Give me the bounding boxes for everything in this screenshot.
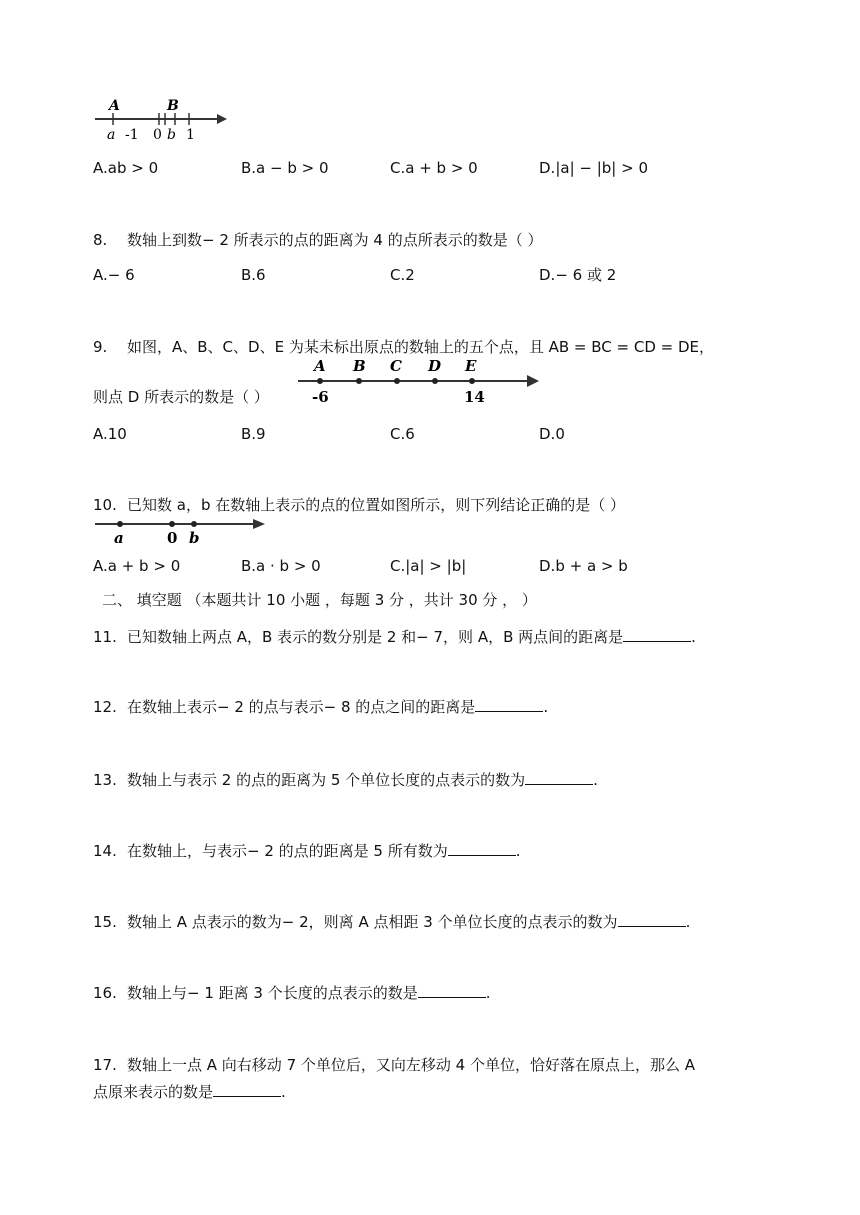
fig7-label-A: A [109, 98, 120, 114]
answer-blank[interactable] [475, 697, 543, 712]
question-14 [93, 841, 521, 861]
question-12 [93, 697, 548, 717]
q8-option-d: D.− 6 或 2 [539, 266, 617, 284]
fig9-value-14: 14 [464, 388, 485, 406]
question-17 [93, 1055, 695, 1075]
fig7-label-a: a [107, 127, 116, 143]
q9-option-d: D.0 [539, 425, 565, 443]
answer-blank[interactable] [623, 627, 691, 642]
q10-option-a: A.a + b > 0 [93, 557, 181, 575]
fig7-label-b: b [167, 127, 176, 143]
q10-option-d: D.b + a > b [539, 557, 628, 575]
q9-option-a: A.10 [93, 425, 127, 443]
question-text: 数轴上与表示 2 的点的距离为 5 个单位长度的点表示的数为 [127, 771, 526, 789]
period: . [593, 771, 598, 789]
question-text-line1: 数轴上一点 A 向右移动 7 个单位后，又向左移动 4 个单位，恰好落在原点上，那么 A [127, 1056, 695, 1074]
question-number: 13. [93, 771, 117, 789]
period: . [515, 842, 521, 860]
question-text: 已知数轴上两点 A，B 表示的数分别是 2 和− 7，则 A，B 两点间的距离是 [127, 628, 624, 646]
period: . [691, 628, 696, 646]
period: . [281, 1083, 286, 1101]
fig10-label-0: 0 [167, 529, 178, 547]
q8-option-a: A.− 6 [93, 266, 135, 284]
question-number: 14. [93, 842, 117, 860]
question-text: 数轴上到数− 2 所表示的点的距离为 4 的点所表示的数是（ ） [127, 231, 543, 249]
question-text: 在数轴上表示− 2 的点与表示− 8 的点之间的距离是 [127, 698, 476, 716]
period: . [685, 913, 691, 931]
question-number: 10. [93, 496, 117, 514]
answer-blank[interactable] [213, 1082, 281, 1097]
fig7-label-1: 1 [186, 127, 195, 143]
fig9-label-D: D [428, 357, 442, 375]
q9-number-line-figure [296, 356, 546, 408]
fig9-value-neg6: -6 [312, 388, 329, 406]
question-text-line1: 如图，A、B、C、D、E 为某未标出原点的数轴上的五个点，且 AB = BC = CD = DE， [127, 338, 715, 356]
q7-number-line-figure [93, 95, 233, 143]
question-15 [93, 912, 690, 932]
question-number: 9. [93, 338, 108, 356]
period: . [485, 984, 491, 1002]
question-11 [93, 627, 696, 647]
period: . [543, 698, 549, 716]
q9-option-c: C.6 [390, 425, 415, 443]
question-number: 17. [93, 1056, 117, 1074]
section-2-heading: 二、 填空题 （本题共计 10 小题 ，每题 3 分 ，共计 30 分 ， ） [102, 591, 537, 609]
fig9-label-B: B [353, 357, 366, 375]
q9-option-b: B.9 [241, 425, 266, 443]
q8-option-b: B.6 [241, 266, 266, 284]
question-9-line2 [93, 387, 269, 407]
answer-blank[interactable] [618, 912, 686, 927]
question-text: 数轴上 A 点表示的数为− 2，则离 A 点相距 3 个单位长度的点表示的数为 [127, 913, 618, 931]
fig9-label-A: A [314, 357, 326, 375]
question-number: 11. [93, 628, 117, 646]
question-13 [93, 770, 598, 790]
fig7-label-neg1: -1 [125, 127, 139, 143]
question-text-line2: 点原来表示的数是 [93, 1083, 214, 1101]
question-9 [93, 337, 714, 357]
question-number: 8. [93, 231, 108, 249]
q10-option-b: B.a · b > 0 [241, 557, 321, 575]
fig7-label-0: 0 [153, 127, 162, 143]
fig10-label-a: a [114, 529, 124, 547]
answer-blank[interactable] [525, 770, 593, 785]
fig9-label-E: E [465, 357, 477, 375]
answer-blank[interactable] [448, 841, 516, 856]
fig9-label-C: C [390, 357, 402, 375]
fig7-label-B: B [167, 98, 179, 114]
question-8 [93, 230, 543, 250]
q8-option-c: C.2 [390, 266, 415, 284]
question-text: 已知数 a，b 在数轴上表示的点的位置如图所示，则下列结论正确的是（ ） [127, 496, 626, 514]
q7-option-c: C.a + b > 0 [390, 159, 478, 177]
question-text: 在数轴上，与表示− 2 的点的距离是 5 所有数为 [127, 842, 448, 860]
q7-option-a: A.ab > 0 [93, 159, 159, 177]
question-text-line2: 则点 D 所表示的数是（ ） [93, 388, 269, 406]
fig10-label-b: b [189, 529, 200, 547]
q10-number-line-figure [93, 512, 273, 548]
question-text: 数轴上与− 1 距离 3 个长度的点表示的数是 [127, 984, 418, 1002]
question-number: 15. [93, 913, 117, 931]
answer-blank[interactable] [418, 983, 486, 998]
q7-option-b: B.a − b > 0 [241, 159, 329, 177]
q10-option-c: C.|a| > |b| [390, 557, 467, 575]
q7-option-d: D.|a| − |b| > 0 [539, 159, 648, 177]
question-17-line2 [93, 1082, 286, 1102]
question-number: 16. [93, 984, 117, 1002]
question-16 [93, 983, 491, 1003]
question-number: 12. [93, 698, 117, 716]
